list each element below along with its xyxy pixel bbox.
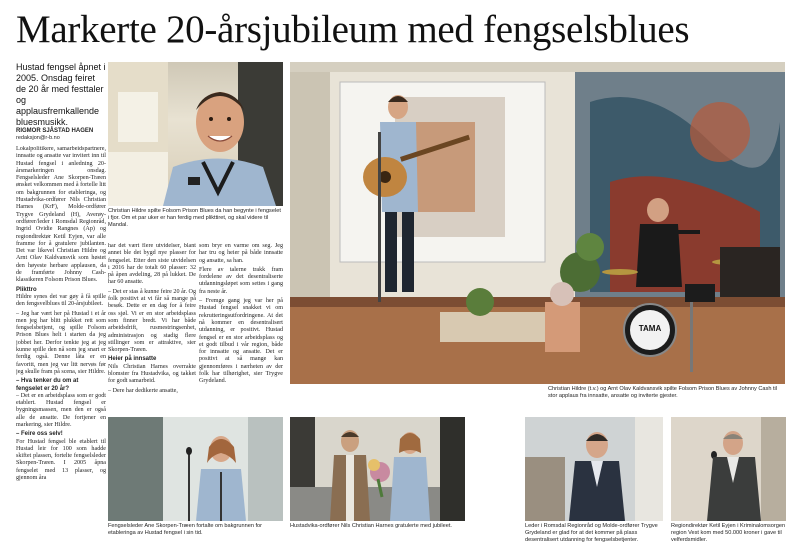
paragraph: Hildre synes det var gøy å få spille den fengsvelblues til 20-årsjubileet.	[16, 293, 106, 308]
subheading: Heier på innsatte	[108, 356, 157, 363]
byline-author: RIGMOR SJÅSTAD HAGEN	[16, 128, 94, 134]
grydeland-illustration	[525, 417, 663, 521]
flowers-caption: Hustadvika-ordfører Nils Christian Harnes gratulerte med jubileet.	[290, 523, 452, 529]
paragraph: har det vært flere utvidelser, blant annet ble det bygd nye plasser for fengselet. Etter den siste utvidelsen i 2016 har de totalt 60 plasser: 32 på åpen avdeling, 28 på lukket. De har 60 ansatte.	[108, 243, 196, 286]
stage-photo	[290, 62, 785, 384]
paragraph: For Hustad fengsel ble etablert til Hustad leir for 100 som hadde skiftet plassen, fortelte fengselsleder Skorpen-Træen. I 2005 åpna fengselet med 13 plasser, og gjennom åra	[16, 438, 106, 482]
portrait-photo	[108, 62, 283, 206]
paragraph: – Dere har dedikerte ansatte,	[108, 387, 178, 394]
eyjen-caption: Regiondirektør Ketil Eyjen i Kriminalomsorgen region Vest kom med 50.000 kroner i gave til velferdsmidler.	[671, 523, 786, 543]
flowers-photo	[290, 417, 465, 521]
leader-caption: Fengselsleder Ane Skorpen-Træen fortalte om bakgrunnen for etableringa av Hustad fengsel i sin tid.	[108, 523, 263, 536]
eyjen-illustration	[671, 417, 786, 521]
paragraph: – Jeg har vært her på Hustad i et år men jeg har blitt plukket rett som fengselsbetjent, og spille Folsom Prison Blues helt i starten da jeg jobbet her. Derfor tenkte jeg at jeg kunne spille den nå som jeg snart er ferdig også. Denne låta er en favoritt, men jeg var litt nervøs før jeg skulle fram på scena, sier Hildre.	[16, 310, 106, 375]
question: – Hva tenker du om at fengselet er 20 år?	[16, 378, 79, 392]
leader-illustration	[108, 417, 283, 521]
leader-photo	[108, 417, 283, 521]
article-column-1	[16, 146, 106, 556]
paragraph: – Det er en arbeidsplass som er godt etablert. Hustad fengsel er bygningsmassen, men den er også alle de ansatte. De fortjener en markering, sier Hildre.	[16, 392, 106, 428]
portrait-caption: Christian Hildre spilte Folsom Prison Blues da han begynte i fengselet i fjor. Om et par uker er han ferdig med plikttiret, og skal videre til Mandal.	[108, 208, 281, 228]
byline-email: redaksjon@r-b.no	[16, 135, 60, 141]
portrait-illustration	[108, 62, 283, 206]
headline: Markerte 20-årsjubileum med fengselsblues	[16, 8, 690, 51]
grydeland-photo	[525, 417, 663, 521]
stage-illustration	[290, 62, 785, 384]
paragraph: som bryr en varme om seg. Jeg har tru og heier på både innsatte og ansatte, sa han.	[199, 243, 283, 264]
paragraph: – Det er stas å kunne feire 20 år. Og folk positivt at vi får så mange på besøk. Dette er en dag for å feire oss sjøl. Vi er en stor arbeidsplass som finner bredt. Vi har både arbeidsdrift, rusmestringsenhet, administrasjon og stadig flere stillinger som er attraktive, sier Skorpen-Træen.	[108, 288, 196, 354]
stage-caption: Christian Hildre (t.v.) og Arnt Olav Kaldvansvik spilte Folsom Prison Blues av Johnny Cash til stor applaus fra innsatte, ansatte og inviterte gjester.	[548, 386, 778, 399]
subheading: Plikttro	[16, 286, 37, 293]
grydeland-caption: Leder i Romsdal Regionråd og Molde-ordfører Trygve Grydeland er glad for at det kommer på plass desentralisert utdanning for fengselsbetjenter.	[525, 523, 658, 543]
paragraph: Lokalpolitikere, samarbeidspartnere, innsatte og ansatte var invitert inn til Hustad fengsel i anledning 20-årsmarkeringen onsdag. Fengselsleder Ane Skorpen-Træen ønsket velkommen med å fortelle litt om bakgrunnen for etableringa, og Hustadvika-ordfører Nils Christian Harnes (KrF), Molde-ordfører Trygve Grydeland (H), Averøy-ordfører/leder i Romsdal Regionråd, Ingrid Ovidie Rangnes (Ap) og regiondirektør Ketil Eyjen, var alle framme for å gratulere jubilanten. Det var likevel Christian Hildre og Arnt Olav Kaldvansvik som høstet den høyeste herbare applausen, da de framførte Johnny Cash-klassikeren Folsom Prison Blues.	[16, 146, 106, 284]
paragraph: – Fremge gang jeg var her på Hustad fengsel snakket vi om rekrutteringsutfordringene. At det nå kommer en desentralisert utdanning, er positivt. Hustad fengsel er en stor arbeidsplass og et godt tilbud i vår region, både for innsatte og ansatte. Det er positivt at så mange kan gjennomføres i nærheten av der folk har tilhørighet, sier Trygve Grydeland.	[199, 298, 283, 385]
paragraph: Flere av talerne trakk fram fordelene av det desentraliserte utdanningsløpet som settes i gang fra neste år.	[199, 266, 283, 295]
article-column-3	[199, 243, 283, 413]
paragraph: Nils Christian Harnes overrakte blomster fra Hustadvika, og takket for godt samarbeid.	[108, 363, 196, 385]
article-column-2	[108, 243, 196, 413]
ingress: Hustad fengsel åpnet i 2005. Onsdag feiret de 20 år med festtaler og applausfremkallende bluesmusikk.	[16, 62, 106, 127]
drum-brand: TAMA	[638, 324, 662, 333]
byline	[16, 128, 106, 142]
question: – Feire oss selv!	[16, 431, 63, 438]
flowers-illustration	[290, 417, 465, 521]
eyjen-photo	[671, 417, 786, 521]
